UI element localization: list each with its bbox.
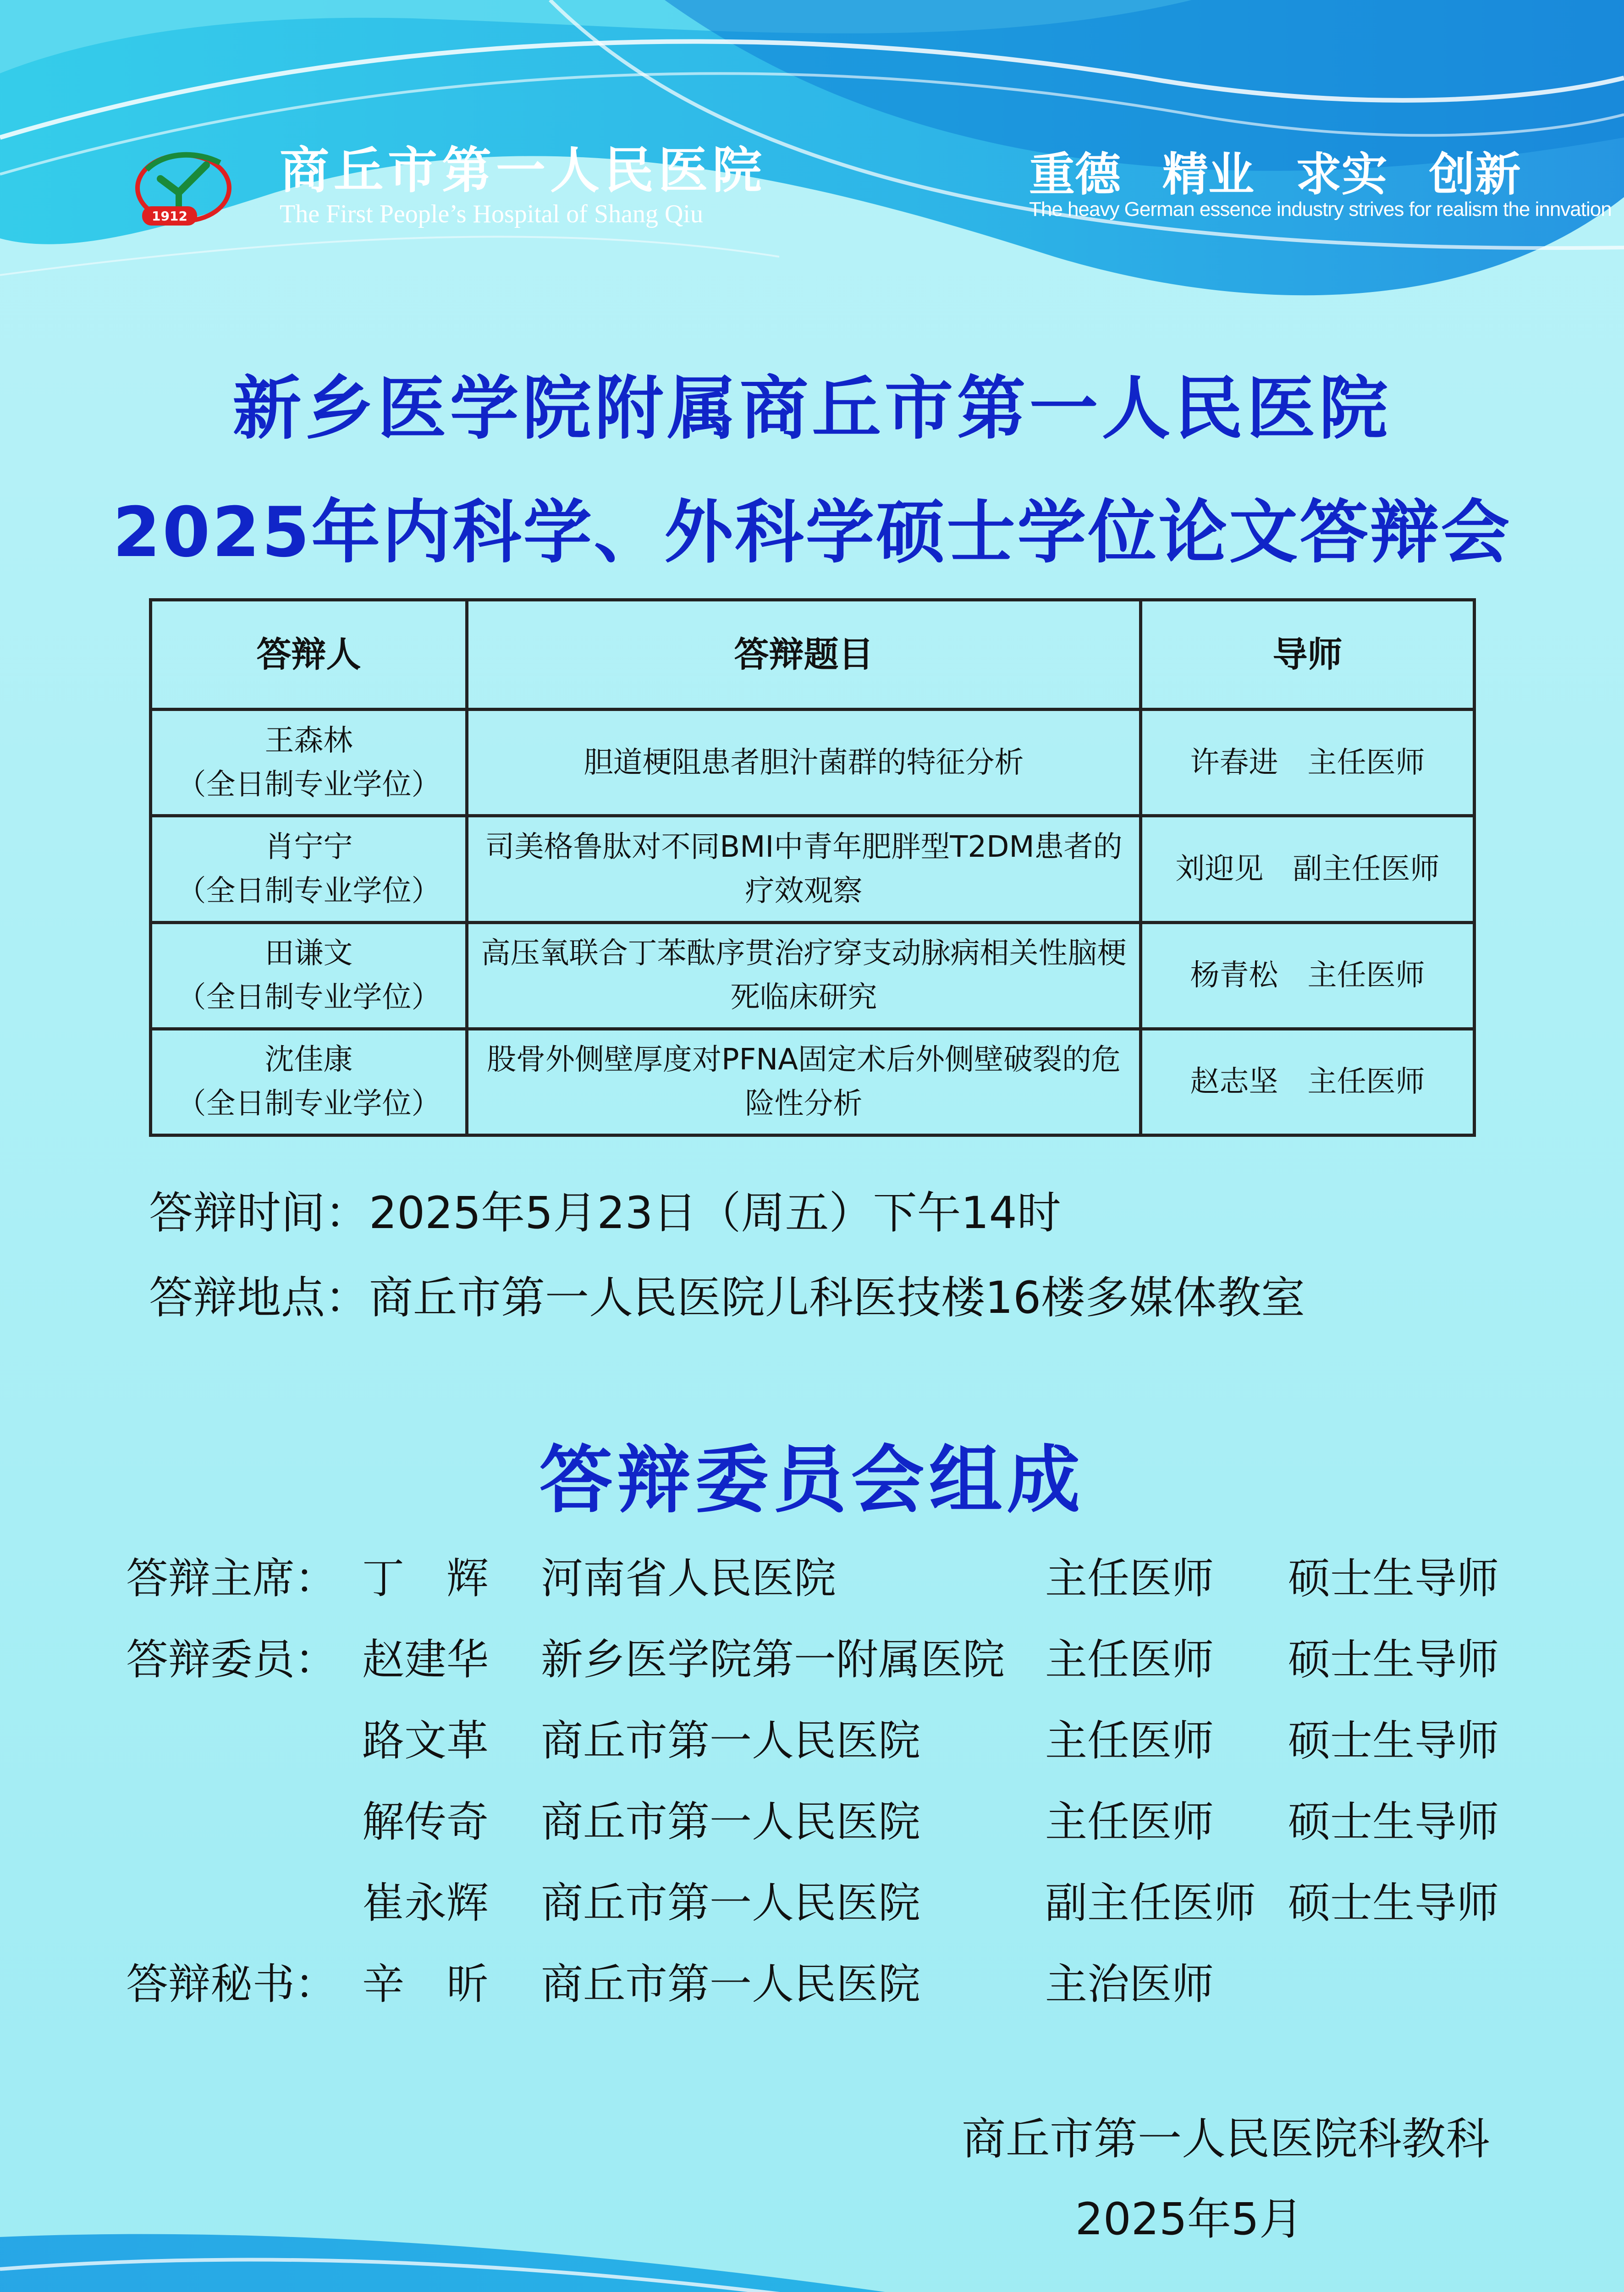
member-org: 商丘市第一人民医院 <box>541 1960 921 2009</box>
motto-cn: 重德 精业 求实 创新 <box>1029 147 1521 201</box>
candidate-type: （全日制专业学位） <box>176 981 441 1015</box>
topic-cell: 高压氧联合丁苯酞序贯治疗穿支动脉病相关性脑梗死临床研究 <box>467 922 1141 1029</box>
column-header-candidate: 答辩人 <box>151 600 467 710</box>
member-tutor: 硕士生导师 <box>1288 1797 1499 1846</box>
member-name: 崔永辉 <box>362 1879 489 1928</box>
table-header-row <box>151 600 1475 710</box>
member-title: 主任医师 <box>1045 1716 1214 1765</box>
member-org: 新乡医学院第一附属医院 <box>541 1635 1005 1684</box>
member-tutor: 硕士生导师 <box>1288 1554 1499 1603</box>
candidate-name: 肖宁宁 <box>264 830 353 864</box>
member-tutor: 硕士生导师 <box>1288 1635 1499 1684</box>
table-row <box>151 710 1475 816</box>
candidate-cell <box>151 816 467 922</box>
column-header-topic: 答辩题目 <box>467 600 1141 710</box>
defense-table <box>149 598 1476 1137</box>
candidate-name: 沈佳康 <box>264 1043 353 1077</box>
member-name: 解传奇 <box>362 1797 489 1846</box>
advisor-cell: 许春进 主任医师 <box>1141 710 1475 816</box>
logo-year: 1912 <box>152 209 187 224</box>
table-row <box>151 1029 1475 1135</box>
table-row <box>151 922 1475 1029</box>
advisor-cell: 赵志坚 主任医师 <box>1141 1029 1475 1135</box>
page-title-line1: 新乡医学院附属商丘市第一人民医院 <box>232 369 1392 449</box>
member-role: 答辩秘书： <box>126 1960 337 2009</box>
member-title: 主任医师 <box>1045 1797 1214 1846</box>
candidate-name: 王森林 <box>264 723 353 758</box>
motto-en: The heavy German essence industry strives for realism the innvation <box>1029 198 1612 220</box>
member-name: 赵建华 <box>362 1635 489 1684</box>
committee-member-row <box>0 1788 1624 1848</box>
topic-cell: 股骨外侧壁厚度对PFNA固定术后外侧壁破裂的危险性分析 <box>467 1029 1141 1135</box>
advisor-cell: 刘迎见 副主任医师 <box>1141 816 1475 922</box>
candidate-cell <box>151 710 467 816</box>
member-name: 辛 昕 <box>362 1960 489 2009</box>
issuing-department: 商丘市第一人民医院科教科 <box>962 2113 1490 2165</box>
member-org: 商丘市第一人民医院 <box>541 1716 921 1765</box>
column-header-advisor: 导师 <box>1141 600 1475 710</box>
member-title: 主任医师 <box>1045 1554 1214 1603</box>
candidate-cell <box>151 922 467 1029</box>
page-title-line2: 2025年内科学、外科学硕士学位论文答辩会 <box>112 493 1512 573</box>
advisor-cell: 杨青松 主任医师 <box>1141 922 1475 1029</box>
member-tutor: 硕士生导师 <box>1288 1879 1499 1928</box>
candidate-name: 田谦文 <box>264 937 353 971</box>
hospital-name-cn: 商丘市第一人民医院 <box>280 142 767 199</box>
committee-title: 答辩委员会组成 <box>539 1437 1085 1523</box>
table-row <box>151 816 1475 922</box>
committee-member-row <box>0 1950 1624 2010</box>
committee-member-row <box>0 1545 1624 1604</box>
member-org: 河南省人民医院 <box>541 1554 837 1603</box>
member-title: 副主任医师 <box>1045 1879 1256 1928</box>
member-org: 商丘市第一人民医院 <box>541 1879 921 1928</box>
topic-cell: 胆道梗阻患者胆汁菌群的特征分析 <box>467 710 1141 816</box>
committee-member-row <box>0 1626 1624 1686</box>
member-name: 路文革 <box>362 1716 489 1765</box>
candidate-type: （全日制专业学位） <box>176 874 441 908</box>
issue-date: 2025年5月 <box>1075 2193 1303 2245</box>
member-title: 主治医师 <box>1045 1960 1214 2009</box>
member-org: 商丘市第一人民医院 <box>541 1797 921 1846</box>
committee-member-row <box>0 1869 1624 1929</box>
candidate-type: （全日制专业学位） <box>176 767 441 802</box>
member-role: 答辩委员： <box>126 1635 337 1684</box>
hospital-logo <box>133 138 238 234</box>
defense-time: 答辩时间：2025年5月23日（周五）下午14时 <box>149 1187 1061 1239</box>
topic-cell: 司美格鲁肽对不同BMI中青年肥胖型T2DM患者的疗效观察 <box>467 816 1141 922</box>
committee-member-row <box>0 1707 1624 1767</box>
member-role: 答辩主席： <box>126 1554 337 1603</box>
member-name: 丁 辉 <box>362 1554 489 1603</box>
candidate-cell <box>151 1029 467 1135</box>
member-title: 主任医师 <box>1045 1635 1214 1684</box>
member-tutor: 硕士生导师 <box>1288 1716 1499 1765</box>
candidate-type: （全日制专业学位） <box>176 1087 441 1121</box>
hospital-name-en: The First People’s Hospital of Shang Qiu <box>280 200 703 228</box>
defense-place: 答辩地点：商丘市第一人民医院儿科医技楼16楼多媒体教室 <box>149 1272 1305 1323</box>
